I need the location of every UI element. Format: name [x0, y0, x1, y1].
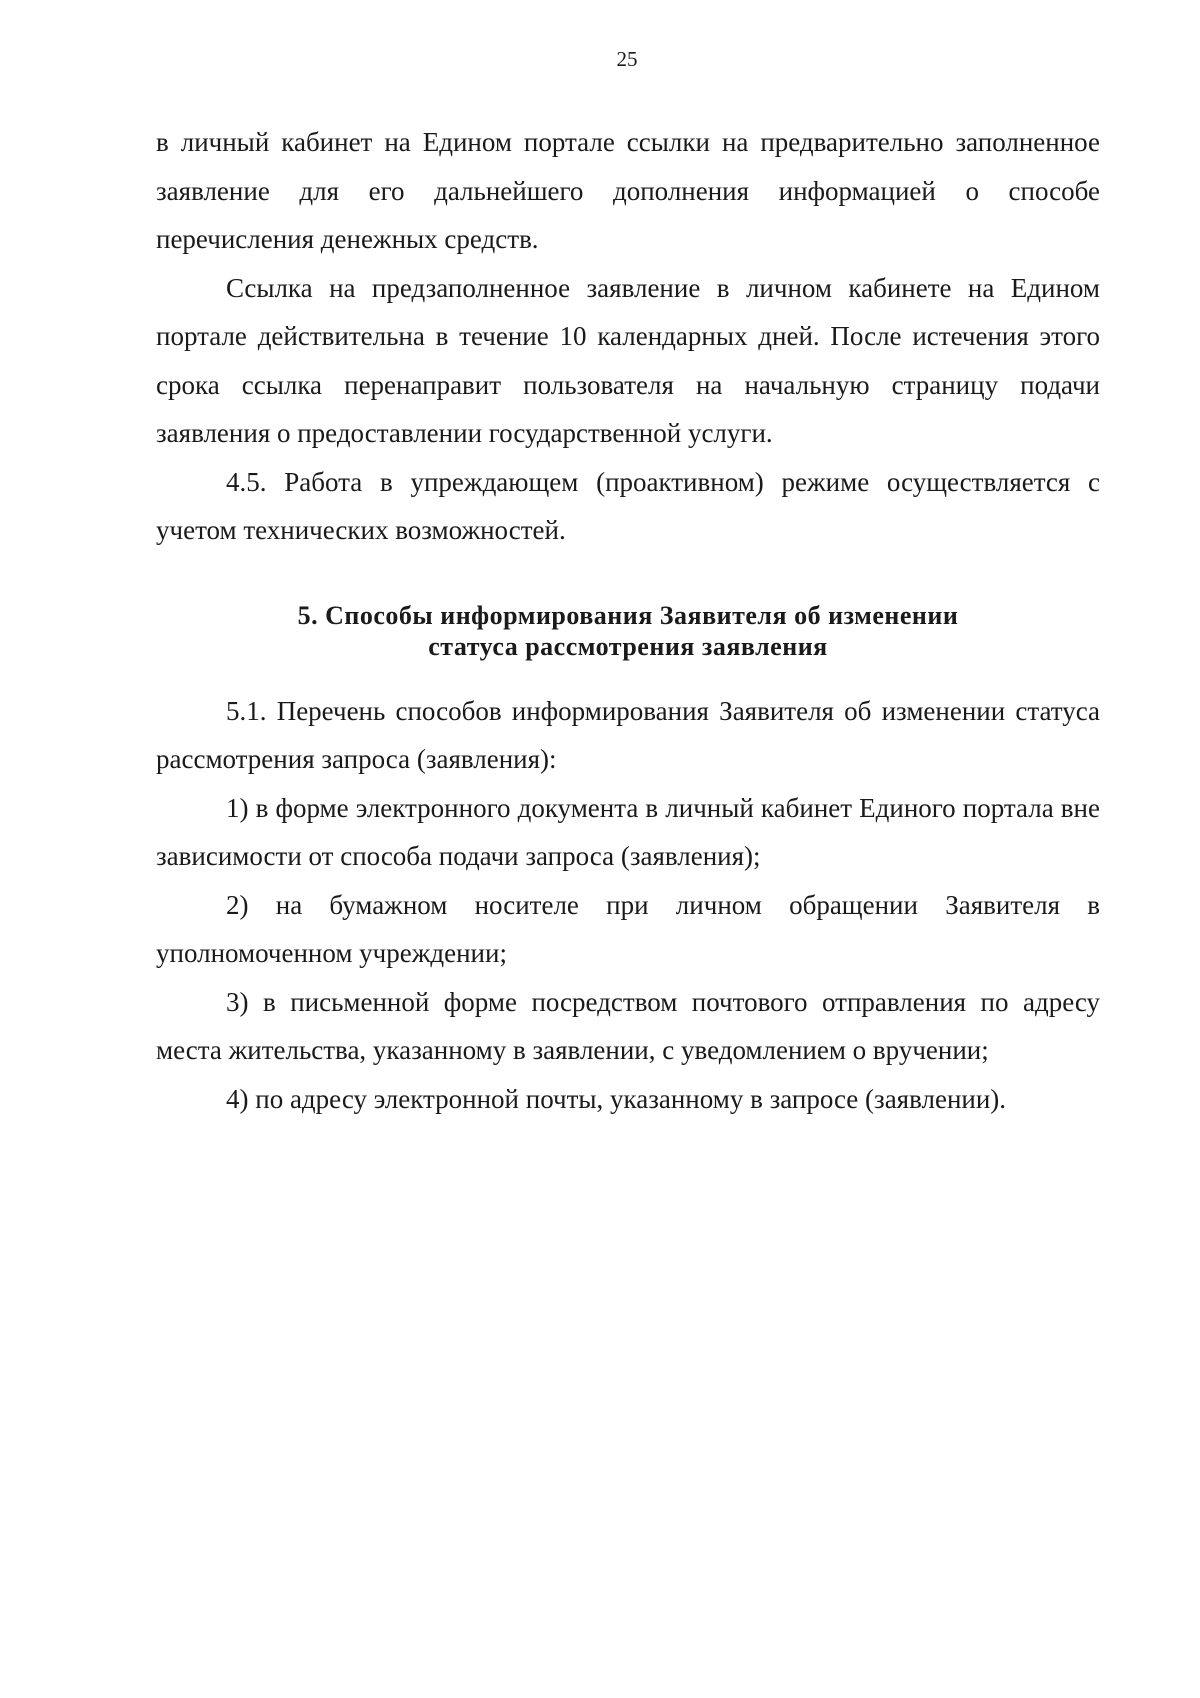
- list-item-4: 4) по адресу электронной почты, указанному в запросе (заявлении).: [226, 1083, 1007, 1114]
- paragraph-5-1: 5.1. Перечень способов информирования Заявителя об изменении статуса рассмотрения запроса (заявления):: [156, 695, 1100, 774]
- paragraph-4-5: 4.5. Работа в упреждающем (проактивном) режиме осуществляется с учетом технических возможностей.: [156, 466, 1100, 545]
- page-number: 25: [616, 47, 638, 71]
- section-title-line-2: статуса рассмотрения заявления: [428, 631, 828, 661]
- document-body: [156, 118, 1100, 1123]
- section-5-heading: [156, 600, 1100, 662]
- list-item-2: 2) на бумажном носителе при личном обращении Заявителя в уполномоченном учреждении;: [156, 889, 1100, 968]
- paragraph-continuation: в личный кабинет на Едином портале ссылки на предварительно заполненное заявление для его дальнейшего дополнения информацией о способе перечисления денежных средств.: [156, 127, 1100, 254]
- list-item-3: 3) в письменной форме посредством почтового отправления по адресу места жительства, указанному в заявлении, с уведомлением о вручении;: [156, 986, 1100, 1065]
- paragraph-link-validity: Ссылка на предзаполненное заявление в личном кабинете на Едином портале действительна в течение 10 календарных дней. После истечения этого срока ссылка перенаправит пользователя на начальную страницу подачи заявления о предоставлении государственной услуги.: [156, 272, 1100, 448]
- list-item-1: 1) в форме электронного документа в личный кабинет Единого портала вне зависимости от способа подачи запроса (заявления);: [156, 792, 1100, 871]
- section-title-line-1: 5. Способы информирования Заявителя об изменении: [297, 600, 959, 630]
